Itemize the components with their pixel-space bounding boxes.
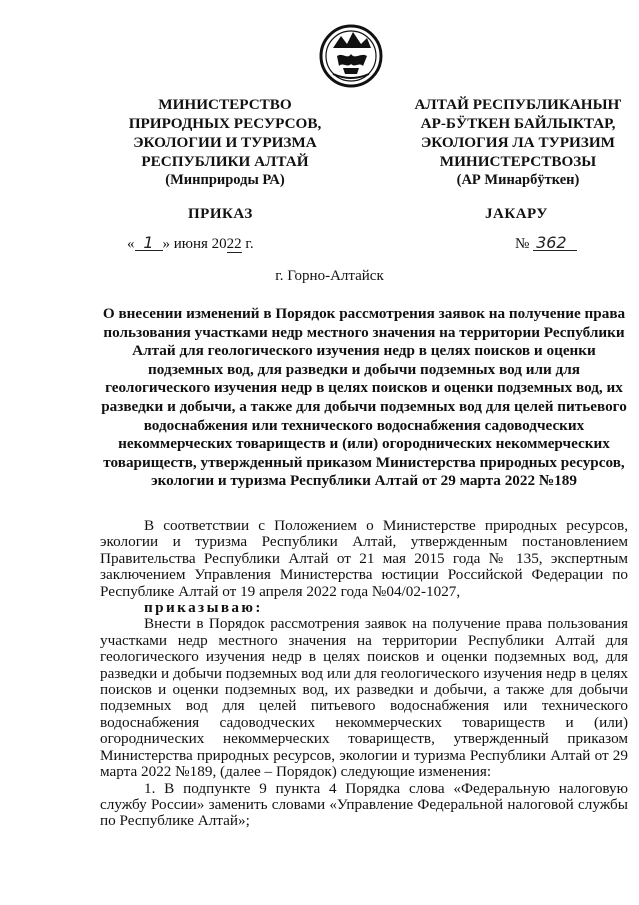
- date-month: » июня 20: [162, 236, 227, 252]
- order-date: [127, 233, 254, 253]
- document-body: [100, 518, 628, 830]
- city: г. Горно-Алтайск: [275, 268, 384, 284]
- ministry-short: (АР Минарбӱткен): [456, 172, 580, 188]
- altai-emblem-icon: [319, 22, 383, 90]
- ministry-name-alt: [408, 95, 628, 190]
- paragraph: Внести в Порядок рассмотрения заявок на получение права пользования участками недр местного значения на территории Республики Алтай для геологического изучения недр в целях поисков и оценки подземных вод, для разведки и добычи подземных вод или для геологического изучения недр в целях поисков и оценки подземных вод, их разведки и добычи, а также для добычи подземных вод для целей питьевого водоснабжения или технического водоснабжения садоводческих некоммерческих товариществ и (или) огороднических некоммерческих товариществ, утвержденный приказом Министерства природных ресурсов, экологии и туризма Республики Алтай от 29 марта 2022 №189, (далее – Порядок) следующие изменения:: [100, 615, 628, 781]
- ministry-short: (Минприроды РА): [165, 172, 285, 188]
- number-handwritten: 362: [533, 236, 577, 251]
- ministry-line: РЕСПУБЛИКИ АЛТАЙ: [141, 153, 309, 170]
- number-label: №: [515, 236, 530, 252]
- ministry-line: ЭКОЛОГИЯ ЛА ТУРИЗИМ: [421, 134, 615, 151]
- prikazyvayu: приказываю:: [144, 599, 263, 617]
- ministry-name-ru: [115, 95, 335, 190]
- ministry-line: ЭКОЛОГИИ И ТУРИЗМА: [133, 134, 317, 151]
- date-day-handwritten: 1: [135, 236, 163, 251]
- order-number: [515, 233, 577, 253]
- ministry-line: АЛТАЙ РЕСПУБЛИКАНЫҤ: [414, 96, 622, 113]
- paragraph: 1. В подпункте 9 пункта 4 Порядка слова «Федеральную налоговую службу России» заменить словами «Управление Федеральной налоговой службы по Республике Алтай»;: [100, 779, 628, 830]
- date-tail: г.: [241, 236, 254, 252]
- date-year: 22: [226, 236, 242, 252]
- ministry-line: МИНИСТЕРСТВО: [158, 96, 292, 113]
- ministry-line: ПРИРОДНЫХ РЕСУРСОВ,: [128, 115, 322, 132]
- order-heading-alt: JАКАРУ: [485, 206, 548, 222]
- ministry-line: АР-БӰТКЕН БАЙЛЫКТАР,: [420, 115, 616, 132]
- document-title: О внесении изменений в Порядок рассмотрения заявок на получение права пользования участками недр местного значения на территории Республики Алтай для геологического изучения недр в целях поисков и оценки подземных вод, для разведки и добычи подземных вод или для геологического изучения недр в целях поисков и оценки подземных вод, их разведки и добычи, а также для добычи подземных вод для целей питьевого водоснабжения или технического водоснабжения садоводческих некоммерческих товариществ и (или) огороднических некоммерческих товариществ, утвержденный приказом Министерства природных ресурсов, экологии и туризма Республики Алтай от 29 марта 2022 №189: [101, 305, 627, 490]
- date-open-quote: «: [127, 236, 135, 252]
- paragraph: В соответствии с Положением о Министерстве природных ресурсов, экологии и туризма Республики Алтай, утвержденным постановлением Правительства Республики Алтай от 21 мая 2015 года № 135, экспертным заключением Управления Министерства юстиции Российской Федерации по Республике Алтай от 19 апреля 2022 года №04/02-1027,: [100, 517, 628, 600]
- ministry-line: МИНИСТЕРСТВОЗЫ: [439, 153, 597, 170]
- order-heading-ru: ПРИКАЗ: [188, 206, 253, 222]
